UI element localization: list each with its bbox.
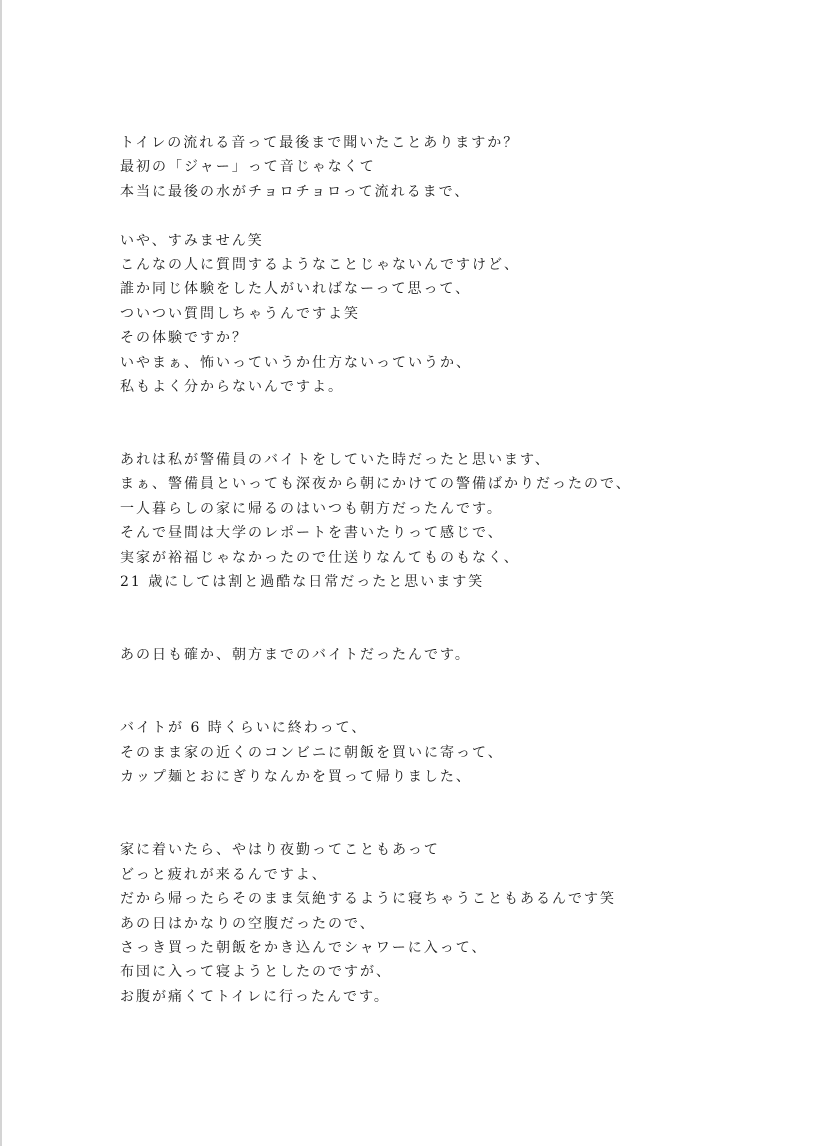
text-line: 一人暮らしの家に帰るのはいつも朝方だったんです。 bbox=[120, 500, 503, 517]
page-left-border bbox=[0, 0, 2, 1146]
paragraph-that-day bbox=[120, 643, 800, 667]
document-body bbox=[120, 131, 800, 1009]
text-line: いやまぁ、怖いっていうか仕方ないっていうか、 bbox=[120, 354, 472, 371]
text-line: 最初の「ジャー」って音じゃなくて bbox=[120, 159, 376, 176]
text-line: そんで昼間は大学のレポートを書いたりって感じで、 bbox=[120, 525, 504, 542]
text-line: お腹が痛くてトイレに行ったんです。 bbox=[120, 988, 390, 1005]
text-line: 家に着いたら、やはり夜勤ってこともあって bbox=[120, 842, 440, 859]
text-line: 誰か同じ体験をした人がいればなーって思って、 bbox=[120, 281, 472, 298]
text-line: バイトが 6 時くらいに終わって、 bbox=[120, 720, 368, 737]
text-line: こんなの人に質問するようなことじゃないんですけど、 bbox=[120, 256, 520, 273]
paragraph-home bbox=[120, 838, 800, 1009]
text-line: さっき買った朝飯をかき込んでシャワーに入って、 bbox=[120, 939, 488, 956]
text-line: トイレの流れる音って最後まで聞いたことありますか？ bbox=[120, 135, 520, 151]
paragraph-spacer bbox=[120, 668, 800, 717]
text-line: その体験ですか？ bbox=[120, 330, 248, 347]
paragraph-spacer bbox=[120, 204, 800, 228]
text-line: 私もよく分からないんですよ。 bbox=[120, 378, 344, 395]
text-line: 布団に入って寝ようとしたのですが、 bbox=[120, 964, 392, 981]
text-line: あれは私が警備員のバイトをしていた時だったと思います、 bbox=[120, 452, 551, 469]
paragraph-spacer bbox=[120, 399, 800, 448]
paragraph-spacer bbox=[120, 790, 800, 839]
paragraph-convenience-store bbox=[120, 716, 800, 789]
text-line: 実家が裕福じゃなかったので仕送りなんてものもなく、 bbox=[120, 549, 520, 566]
text-line: だから帰ったらそのまま気絶するように寝ちゃうこともあるんです笑 bbox=[120, 891, 616, 908]
paragraph-apology bbox=[120, 229, 800, 400]
text-line: そのまま家の近くのコンビニに朝飯を買いに寄って、 bbox=[120, 744, 504, 761]
text-line: ついつい質問しちゃうんですよ笑 bbox=[120, 305, 360, 322]
text-line: カップ麺とおにぎりなんかを買って帰りました、 bbox=[120, 769, 472, 786]
paragraph-security-job bbox=[120, 448, 800, 594]
text-line: どっと疲れが来るんですよ、 bbox=[120, 866, 328, 883]
text-line: 21 歳にしては割と過酷な日常だったと思います笑 bbox=[120, 574, 485, 591]
text-line: 本当に最後の水がチョロチョロって流れるまで、 bbox=[120, 183, 471, 200]
text-line: まぁ、警備員といっても深夜から朝にかけての警備ばかりだったので、 bbox=[120, 476, 632, 493]
text-line: あの日も確か、朝方までのバイトだったんです。 bbox=[120, 647, 471, 664]
paragraph-toilet-question bbox=[120, 131, 800, 204]
paragraph-spacer bbox=[120, 594, 800, 643]
text-line: あの日はかなりの空腹だったので、 bbox=[120, 915, 376, 932]
text-line: いや、すみません笑 bbox=[120, 232, 264, 249]
